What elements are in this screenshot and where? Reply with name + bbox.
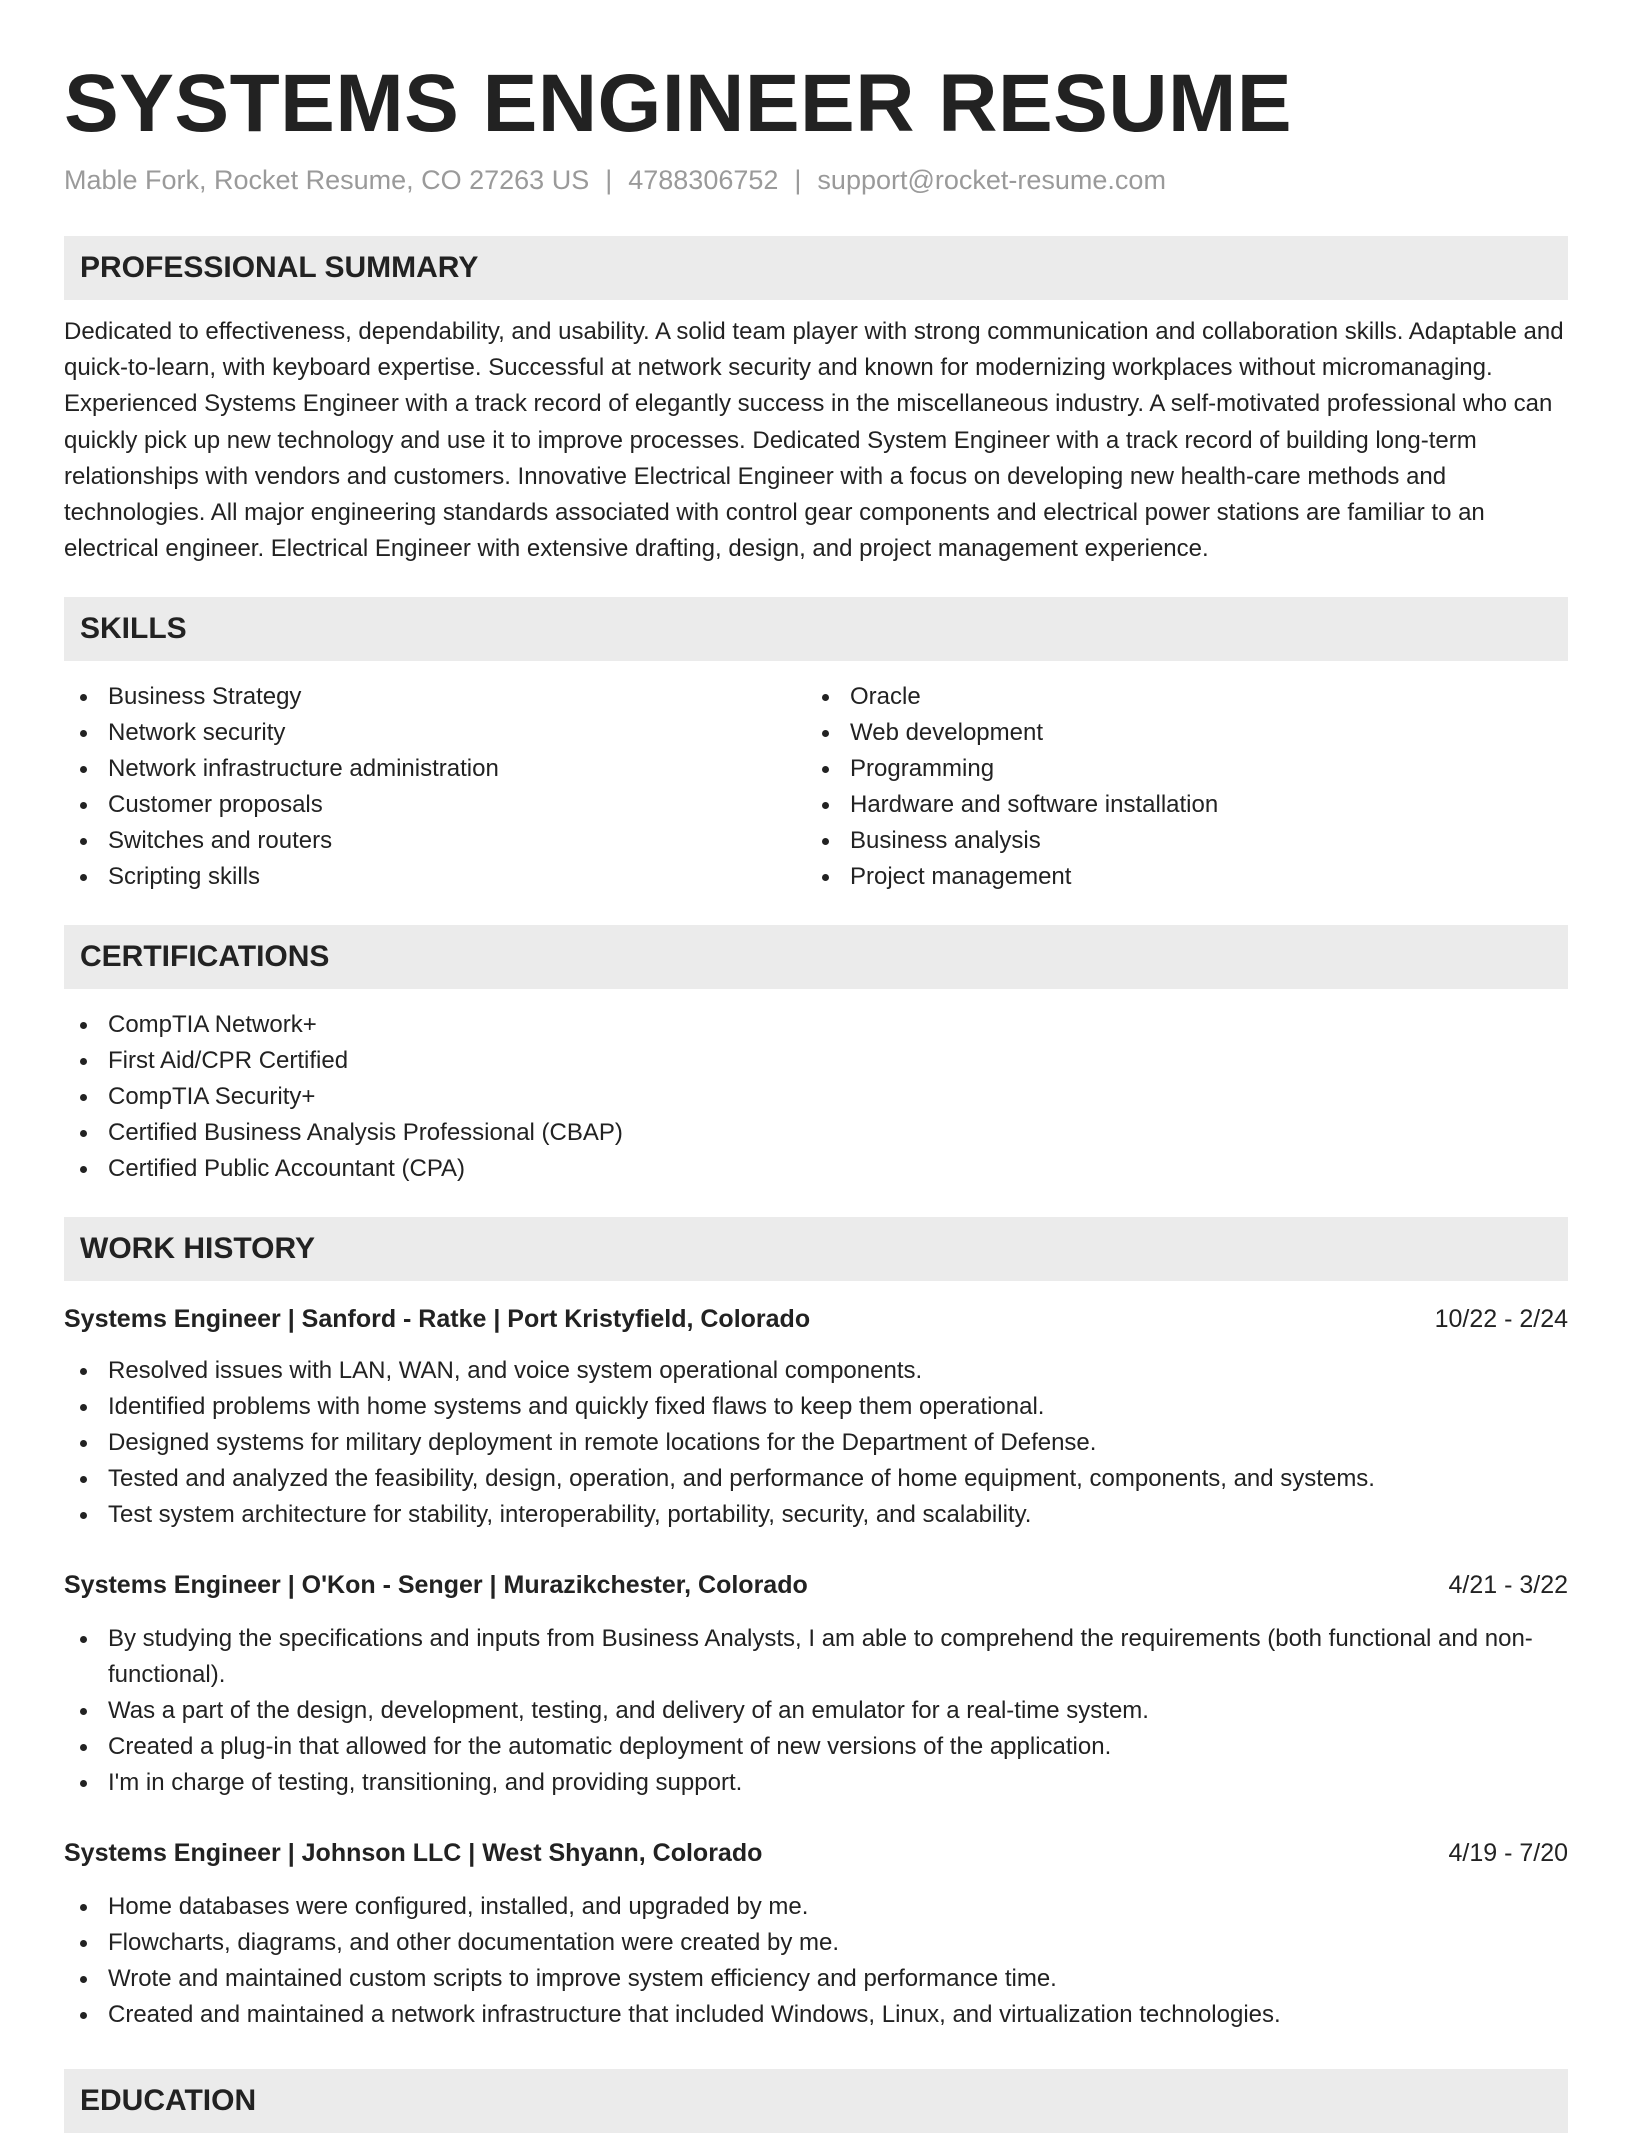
job-bullet: Test system architecture for stability, interoperability, portability, security, and scalability. xyxy=(64,1497,1568,1533)
job-bullet: Tested and analyzed the feasibility, design, operation, and performance of home equipment, components, and systems. xyxy=(64,1461,1568,1497)
skills-list-left xyxy=(64,679,806,895)
job-dates: 10/22 - 2/24 xyxy=(1434,1305,1568,1334)
contact-line xyxy=(64,162,1568,198)
skill-item: Network infrastructure administration xyxy=(64,751,806,787)
job-bullet: Was a part of the design, development, testing, and delivery of an emulator for a real-time system. xyxy=(64,1693,1568,1729)
skill-item: Customer proposals xyxy=(64,787,806,823)
job-bullet: Wrote and maintained custom scripts to improve system efficiency and performance time. xyxy=(64,1961,1568,1997)
skill-item: Web development xyxy=(806,715,1548,751)
section-header-skills: SKILLS xyxy=(64,597,1568,661)
job-bullet: I'm in charge of testing, transitioning, and providing support. xyxy=(64,1765,1568,1801)
job-title: Systems Engineer | Johnson LLC | West Shyann, Colorado xyxy=(64,1839,763,1868)
skills-columns xyxy=(64,661,1568,895)
certification-item: First Aid/CPR Certified xyxy=(64,1043,1568,1079)
skill-item: Switches and routers xyxy=(64,823,806,859)
job-header xyxy=(64,1301,1568,1337)
section-header-education: EDUCATION xyxy=(64,2069,1568,2133)
job-entry xyxy=(64,1567,1568,1801)
skill-item: Scripting skills xyxy=(64,859,806,895)
skill-item: Network security xyxy=(64,715,806,751)
certification-item: Certified Business Analysis Professional (CBAP) xyxy=(64,1115,1568,1151)
skills-list-right xyxy=(806,679,1548,895)
job-bullet: Created a plug-in that allowed for the automatic deployment of new versions of the application. xyxy=(64,1729,1568,1765)
job-dates: 4/19 - 7/20 xyxy=(1448,1839,1568,1868)
contact-email: support@rocket-resume.com xyxy=(817,165,1166,195)
job-title: Systems Engineer | Sanford - Ratke | Port Kristyfield, Colorado xyxy=(64,1305,811,1334)
job-bullets xyxy=(64,1353,1568,1533)
job-bullets xyxy=(64,1621,1568,1801)
job-header xyxy=(64,1567,1568,1603)
contact-phone: 4788306752 xyxy=(628,165,779,195)
skill-item: Business Strategy xyxy=(64,679,806,715)
certification-item: CompTIA Network+ xyxy=(64,1007,1568,1043)
job-bullet: Designed systems for military deployment in remote locations for the Department of Defense. xyxy=(64,1425,1568,1461)
certification-item: Certified Public Accountant (CPA) xyxy=(64,1151,1568,1187)
skill-item: Business analysis xyxy=(806,823,1548,859)
skill-item: Project management xyxy=(806,859,1548,895)
section-header-certifications: CERTIFICATIONS xyxy=(64,925,1568,989)
certification-item: CompTIA Security+ xyxy=(64,1079,1568,1115)
job-bullet: By studying the specifications and inputs from Business Analysts, I am able to comprehend the requirements (both functional and non-functional). xyxy=(64,1621,1568,1693)
job-entry xyxy=(64,1301,1568,1533)
job-bullet: Resolved issues with LAN, WAN, and voice system operational components. xyxy=(64,1353,1568,1389)
job-bullets xyxy=(64,1889,1568,2033)
skill-item: Hardware and software installation xyxy=(806,787,1548,823)
job-bullet: Created and maintained a network infrastructure that included Windows, Linux, and virtualization technologies. xyxy=(64,1997,1568,2033)
job-bullet: Home databases were configured, installed, and upgraded by me. xyxy=(64,1889,1568,1925)
skill-item: Programming xyxy=(806,751,1548,787)
section-header-summary: PROFESSIONAL SUMMARY xyxy=(64,236,1568,300)
job-title: Systems Engineer | O'Kon - Senger | Murazikchester, Colorado xyxy=(64,1571,808,1600)
summary-text: Dedicated to effectiveness, dependability, and usability. A solid team player with strong communication and collaboration skills. Adaptable and quick-to-learn, with keyboard expertise. Successful at network security and known for modernizing workplaces without micromanaging. Experienced Systems Engineer with a track record of elegantly success in the miscellaneous industry. A self-motivated professional who can quickly pick up new technology and use it to improve processes. Dedicated System Engineer with a track record of building long-term relationships with vendors and customers. Innovative Electrical Engineer with a focus on developing new health-care methods and technologies. All major engineering standards associated with control gear components and electrical power stations are familiar to an electrical engineer. Electrical Engineer with extensive drafting, design, and project management experience. xyxy=(64,318,1564,563)
section-header-work-history: WORK HISTORY xyxy=(64,1217,1568,1281)
job-bullet: Flowcharts, diagrams, and other documentation were created by me. xyxy=(64,1925,1568,1961)
job-bullet: Identified problems with home systems and quickly fixed flaws to keep them operational. xyxy=(64,1389,1568,1425)
job-header xyxy=(64,1835,1568,1871)
skill-item: Oracle xyxy=(806,679,1548,715)
job-entry xyxy=(64,1835,1568,2033)
job-dates: 4/21 - 3/22 xyxy=(1448,1571,1568,1600)
resume-title: SYSTEMS ENGINEER RESUME xyxy=(64,58,1293,149)
contact-address: Mable Fork, Rocket Resume, CO 27263 US xyxy=(64,165,590,195)
contact-separator: | xyxy=(794,165,802,195)
certifications-list xyxy=(64,1007,1568,1187)
contact-separator: | xyxy=(605,165,613,195)
